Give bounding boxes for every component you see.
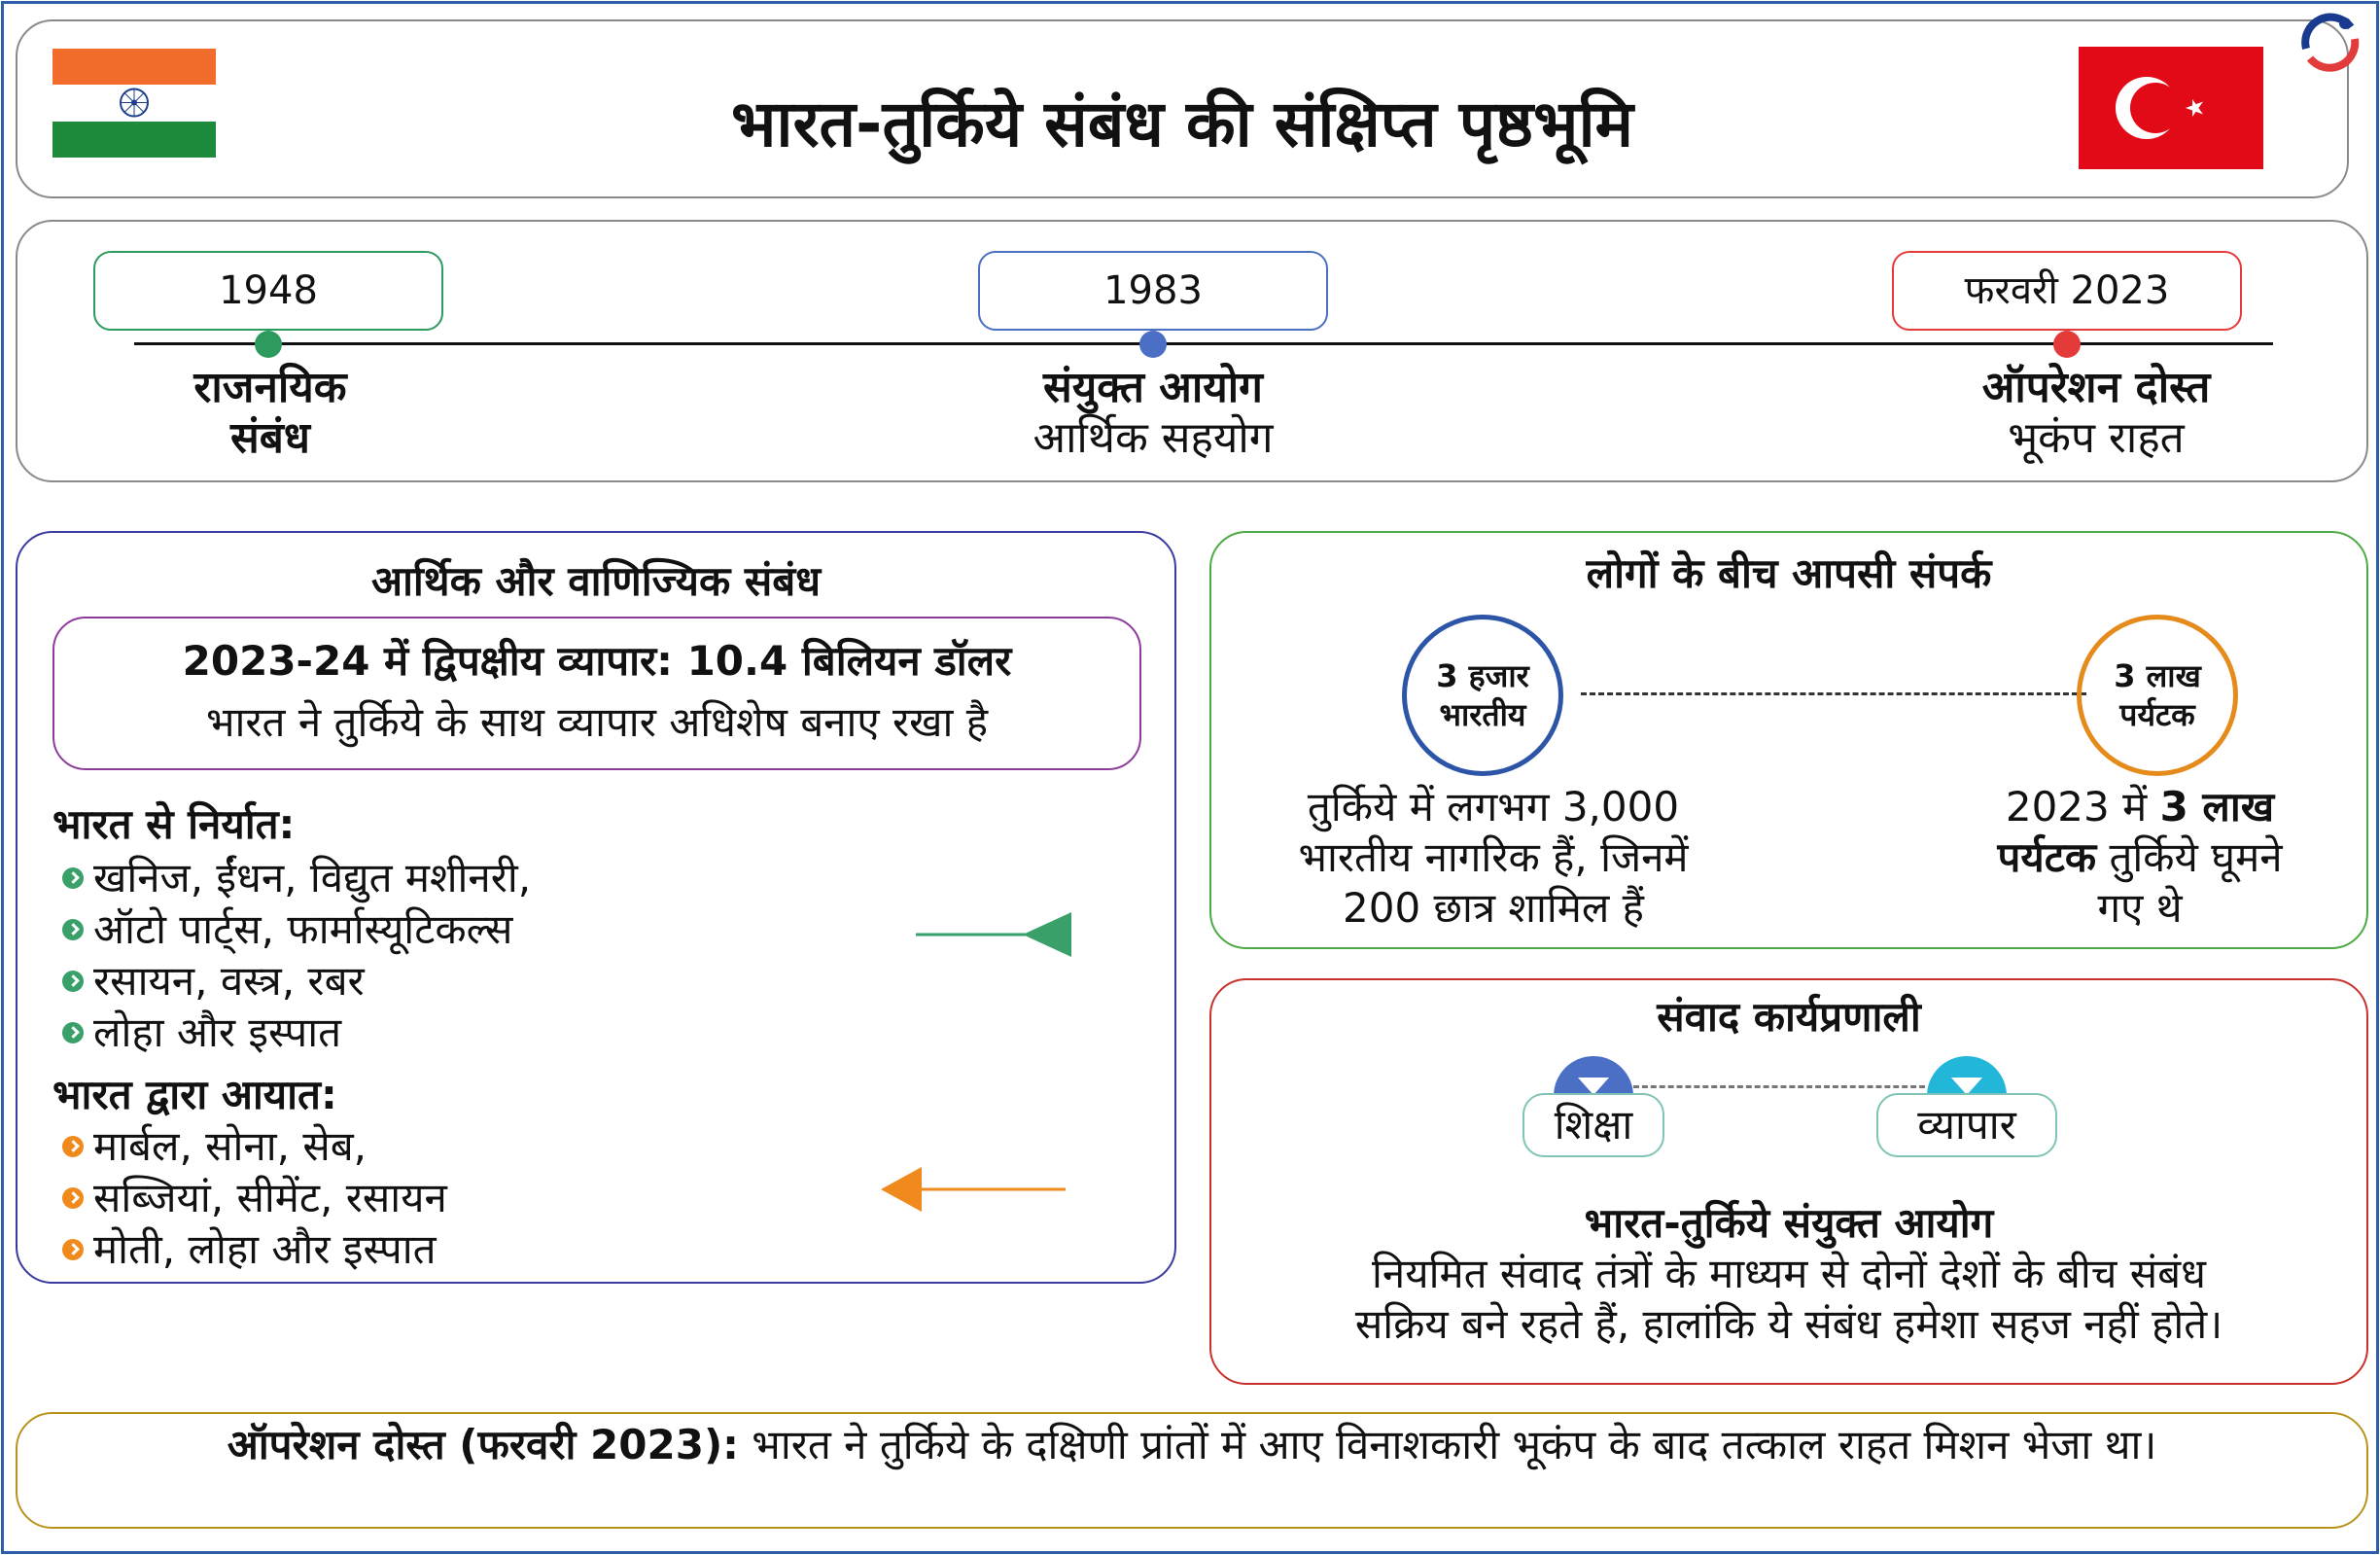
commission-title: भारत-तुर्किये संयुक्त आयोग: [1584, 1199, 1994, 1247]
tourists-description: 2023 में 3 लाख पर्यटक तुर्किये घूमने गए थे: [1997, 783, 2283, 932]
timeline-label-2023: ऑपरेशन दोस्त भूकंप राहत: [1981, 363, 2211, 463]
import-arrow-icon: [881, 1165, 1066, 1214]
dialogue-text-line-1: नियमित संवाद तंत्रों के माध्यम से दोनों देशों के बीच संबंध: [1372, 1250, 2206, 1297]
timeline-year-1948: 1948: [93, 251, 443, 331]
dialogue-panel: [1209, 978, 2368, 1385]
timeline-dot-1948: [255, 331, 282, 358]
timeline-dot-2023: [2053, 331, 2081, 358]
list-item: ऑटो पार्ट्स, फार्मास्यूटिकल्स: [52, 903, 531, 955]
indians-description: तुर्किये में लगभग 3,000 भारतीय नागरिक हैं, जिनमें 200 छात्र शामिल हैं: [1298, 783, 1689, 932]
list-item: मार्बल, सोना, सेब,: [52, 1120, 447, 1172]
page-title: भारत-तुर्किये संबंध की संक्षिप्त पृष्ठभूमि: [730, 87, 1634, 161]
timeline-label-1983: संयुक्त आयोग आर्थिक सहयोग: [1032, 363, 1274, 463]
imports-list: [52, 1120, 447, 1275]
list-item: लोहा और इस्पात: [52, 1007, 531, 1058]
footer-text: भारत ने तुर्किये के दक्षिणी प्रांतों में आए विनाशकारी भूकंप के बाद तत्काल राहत मिशन भेजा था।: [738, 1421, 2157, 1468]
list-item: सब्जियां, सीमेंट, रसायन: [52, 1172, 447, 1223]
timeline-panel: [16, 220, 2368, 482]
timeline-year-1983: 1983: [978, 251, 1328, 331]
turkey-flag-icon: [2079, 47, 2263, 169]
header-panel: [16, 19, 2349, 198]
timeline-dot-1983: [1139, 331, 1167, 358]
export-arrow-icon: [916, 910, 1071, 959]
list-item: मोती, लोहा और इस्पात: [52, 1223, 447, 1275]
people-panel: [1209, 531, 2368, 949]
list-item: रसायन, वस्त्र, रबर: [52, 955, 531, 1007]
exports-list: [52, 852, 531, 1058]
indians-circle: 3 हजार भारतीय: [1402, 615, 1563, 776]
tag-trade: व्यापार: [1876, 1093, 2057, 1157]
footer-panel: [16, 1412, 2368, 1529]
bullet-icon: [62, 919, 84, 940]
footer-bold: ऑपरेशन दोस्त (फरवरी 2023):: [227, 1421, 739, 1468]
tag-education: शिक्षा: [1522, 1093, 1664, 1157]
tourists-circle: 3 लाख पर्यटक: [2077, 615, 2238, 776]
economic-panel: [16, 531, 1176, 1284]
brand-logo-icon: [2296, 10, 2364, 78]
timeline-label-1948: राजनयिक संबंध: [193, 363, 347, 463]
trade-headline: 2023-24 में द्विपक्षीय व्यापार: 10.4 बिलियन डॉलर: [182, 637, 1012, 685]
trade-note: भारत ने तुर्किये के साथ व्यापार अधिशेष बनाए रखा है: [205, 698, 989, 746]
economic-title: आर्थिक और वाणिज्यिक संबंध: [370, 557, 822, 605]
timeline-axis: [134, 342, 2273, 345]
dialogue-title: संवाद कार्यप्रणाली: [1657, 993, 1921, 1041]
bullet-icon: [62, 1022, 84, 1043]
bullet-icon: [62, 867, 84, 889]
trade-summary-box: [52, 617, 1141, 770]
dialogue-connector: [1633, 1085, 1925, 1088]
connector-line: [1581, 692, 2086, 695]
imports-heading: भारत द्वारा आयात:: [52, 1071, 337, 1118]
bullet-icon: [62, 1136, 84, 1157]
bullet-icon: [62, 1239, 84, 1260]
people-title: लोगों के बीच आपसी संपर्क: [1586, 549, 1992, 597]
bullet-icon: [62, 1187, 84, 1209]
dialogue-text-line-2: सक्रिय बने रहते हैं, हालांकि ये संबंध हमेशा सहज नहीं होते।: [1354, 1300, 2223, 1348]
exports-heading: भारत से निर्यात:: [52, 800, 296, 848]
list-item: खनिज, ईंधन, विद्युत मशीनरी,: [52, 852, 531, 903]
timeline-year-2023: फरवरी 2023: [1892, 251, 2242, 331]
bullet-icon: [62, 971, 84, 992]
